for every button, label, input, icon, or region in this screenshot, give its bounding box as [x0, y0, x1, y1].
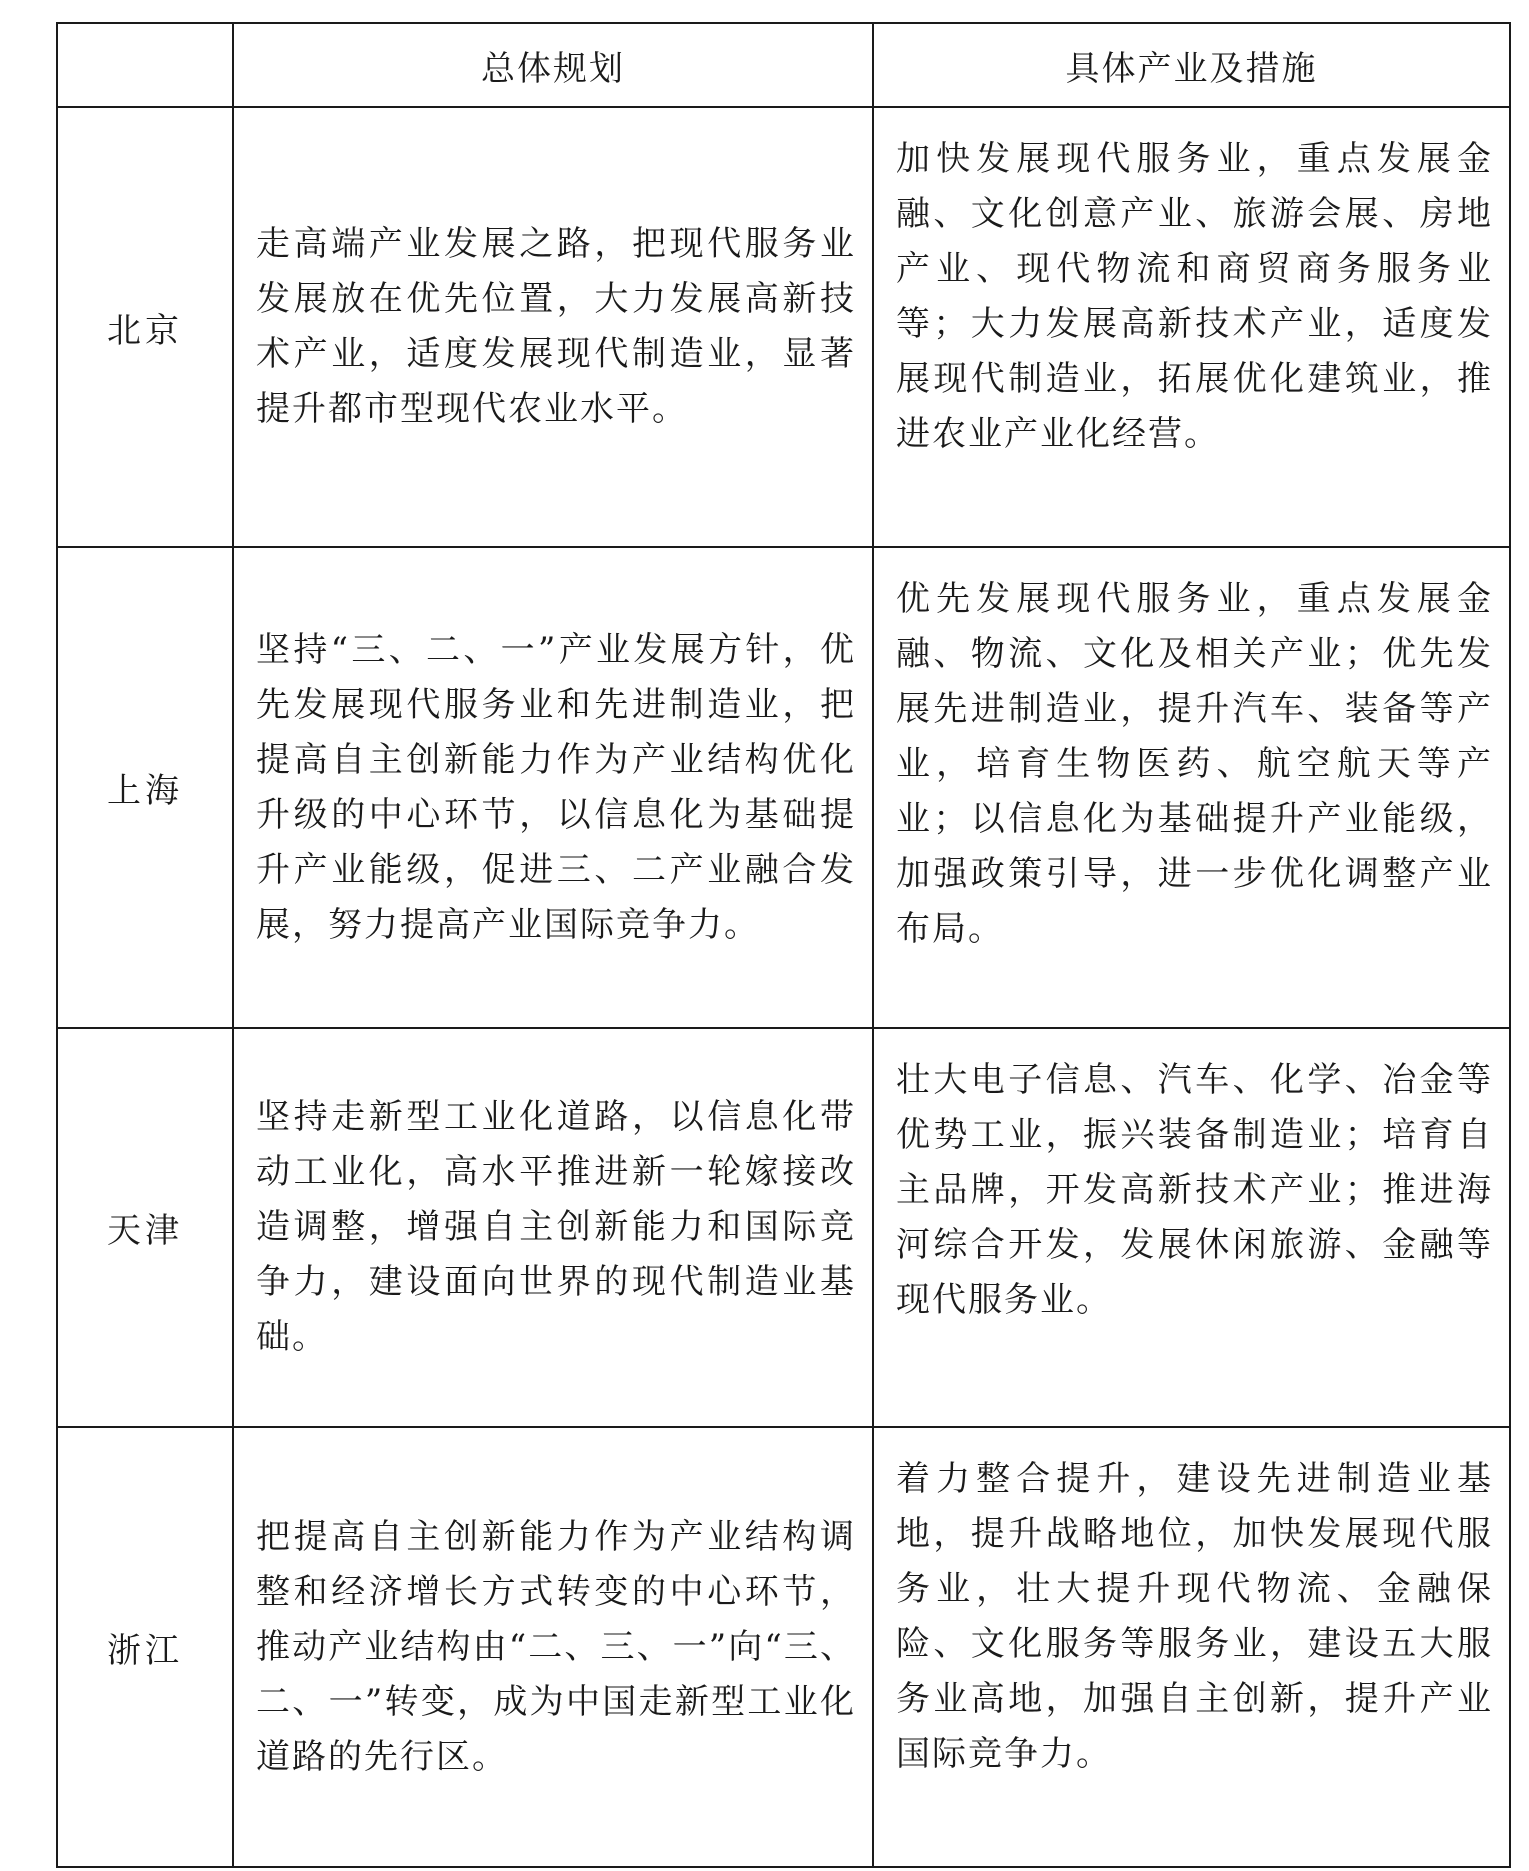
- table-row: [57, 1028, 1510, 1427]
- row-city: 浙江: [57, 1427, 233, 1867]
- table-row: [57, 107, 1510, 547]
- header-overall-plan: 总体规划: [233, 23, 873, 107]
- row-plan: 走高端产业发展之路，把现代服务业发展放在优先位置，大力发展高新技术产业，适度发展现代制造业，显著提升都市型现代农业水平。: [233, 107, 873, 547]
- table-header-row: [57, 23, 1510, 107]
- row-measures: 着力整合提升，建设先进制造业基地，提升战略地位，加快发展现代服务业，壮大提升现代物流、金融保险、文化服务等服务业，建设五大服务业高地，加强自主创新，提升产业国际竞争力。: [873, 1427, 1510, 1867]
- header-specific-measures: 具体产业及措施: [873, 23, 1510, 107]
- row-plan: 坚持“三、二、一”产业发展方针，优先发展现代服务业和先进制造业，把提高自主创新能力作为产业结构优化升级的中心环节，以信息化为基础提升产业能级，促进三、二产业融合发展，努力提高产业国际竞争力。: [233, 547, 873, 1028]
- row-city: 北京: [57, 107, 233, 547]
- row-city: 上海: [57, 547, 233, 1028]
- row-city: 天津: [57, 1028, 233, 1427]
- row-measures: 优先发展现代服务业，重点发展金融、物流、文化及相关产业；优先发展先进制造业，提升汽车、装备等产业，培育生物医药、航空航天等产业；以信息化为基础提升产业能级，加强政策引导，进一步优化调整产业布局。: [873, 547, 1510, 1028]
- row-plan: 把提高自主创新能力作为产业结构调整和经济增长方式转变的中心环节，推动产业结构由“二、三、一”向“三、二、一”转变，成为中国走新型工业化道路的先行区。: [233, 1427, 873, 1867]
- industry-plan-table: [56, 22, 1511, 1868]
- table-row: [57, 1427, 1510, 1867]
- row-measures: 壮大电子信息、汽车、化学、冶金等优势工业，振兴装备制造业；培育自主品牌，开发高新技术产业；推进海河综合开发，发展休闲旅游、金融等现代服务业。: [873, 1028, 1510, 1427]
- row-measures: 加快发展现代服务业，重点发展金融、文化创意产业、旅游会展、房地产业、现代物流和商贸商务服务业等；大力发展高新技术产业，适度发展现代制造业，拓展优化建筑业，推进农业产业化经营。: [873, 107, 1510, 547]
- row-plan: 坚持走新型工业化道路，以信息化带动工业化，高水平推进新一轮嫁接改造调整，增强自主创新能力和国际竞争力，建设面向世界的现代制造业基础。: [233, 1028, 873, 1427]
- header-city: [57, 23, 233, 107]
- table-row: [57, 547, 1510, 1028]
